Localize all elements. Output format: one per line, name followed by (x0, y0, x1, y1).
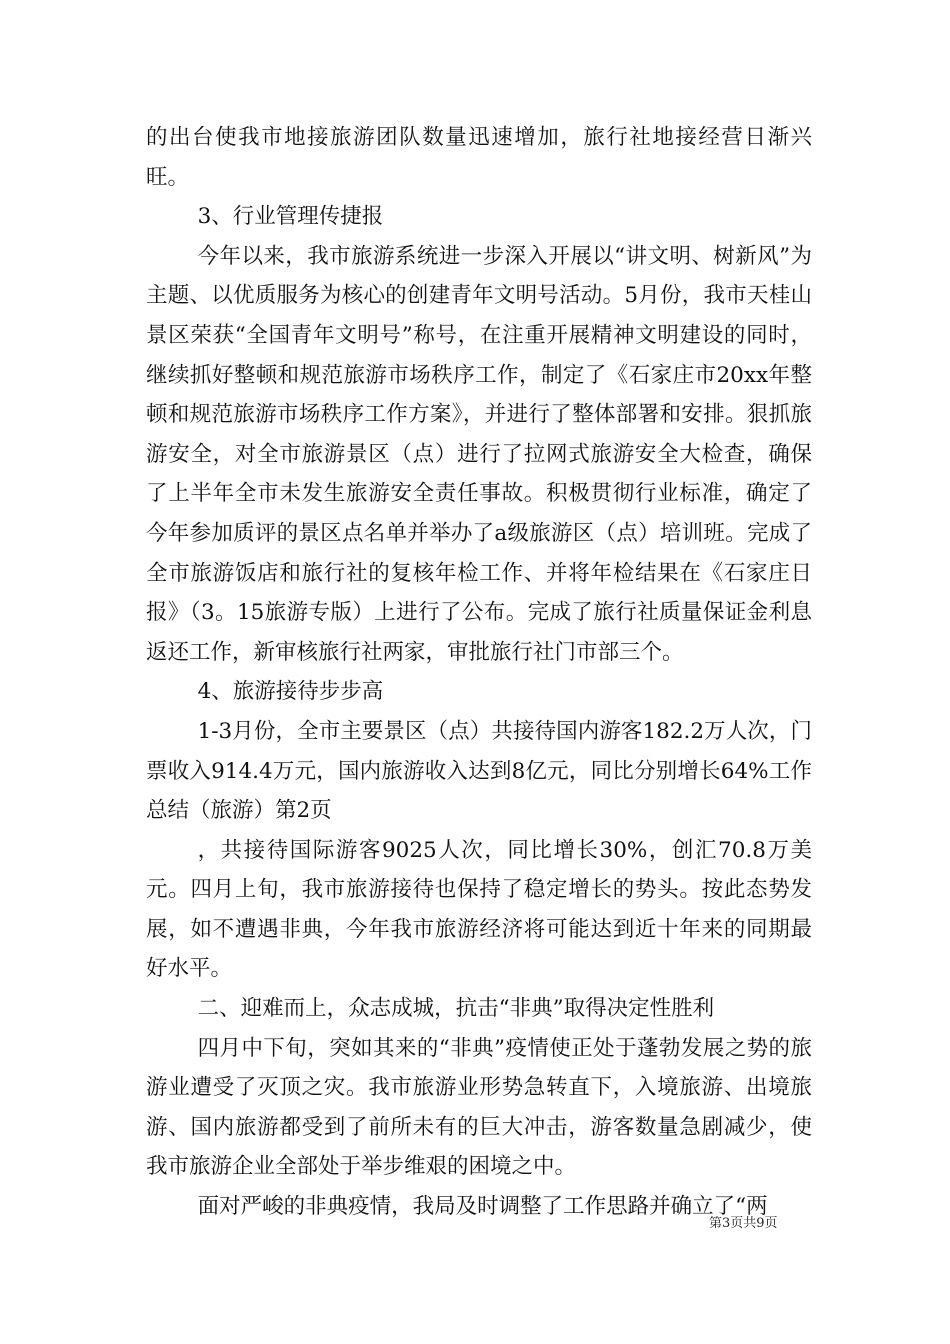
body-paragraph-domestic-stats: 1-3月份，全市主要景区（点）共接待国内游客182.2万人次，门票收入914.4万元，国内旅游收入达到8亿元，同比分别增长64%工作总结（旅游）第2页 (146, 718, 812, 824)
page-indicator: 第3页共9页 (709, 1216, 778, 1231)
body-paragraph-response: 面对严峻的非典疫情，我局及时调整了工作思路并确立了“两 (197, 1194, 768, 1220)
section-heading-tourism-reception: 4、旅游接待步步高 (197, 679, 384, 705)
document-body (146, 118, 812, 1227)
section-heading-industry-management: 3、行业管理传捷报 (197, 204, 384, 230)
body-paragraph-sars-impact: 四月中下旬，突如其来的“非典”疫情使正处于蓬勃发展之势的旅游业遭受了灭顶之灾。我市旅游业形势急转直下，入境旅游、出境旅游、国内旅游都受到了前所未有的巨大冲击，游客数量急剧减少，使我市旅游企业全部处于举步维艰的困境之中。 (146, 1035, 812, 1180)
body-paragraph-continuation: 的出台使我市地接旅游团队数量迅速增加，旅行社地接经营日渐兴旺。 (146, 125, 812, 190)
body-paragraph-international-stats: ，共接待国际游客9025人次，同比增长30%，创汇70.8万美元。四月上旬，我市旅游接待也保持了稳定增长的势头。按此态势发展，如不遭遇非典，今年我市旅游经济将可能达到近十年来的同期最好水平。 (146, 837, 812, 982)
section-heading-sars-fight: 二、迎难而上，众志成城，抗击“非典”取得决定性胜利 (197, 996, 715, 1022)
body-paragraph-industry-management: 今年以来，我市旅游系统进一步深入开展以“讲文明、树新风”为主题、以优质服务为核心的创建青年文明号活动。5月份，我市天桂山景区荣获“全国青年文明号”称号，在注重开展精神文明建设的同时，继续抓好整顿和规范旅游市场秩序工作，制定了《石家庄市20xx年整顿和规范旅游市场秩序工作方案》，并进行了整体部署和安排。狠抓旅游安全，对全市旅游景区（点）进行了拉网式旅游安全大检查，确保了上半年全市未发生旅游安全责任事故。积极贯彻行业标准，确定了今年参加质评的景区点名单并举办了a级旅游区（点）培训班。完成了全市旅游饭店和旅行社的复核年检工作、并将年检结果在《石家庄日报》（3。15旅游专版）上进行了公布。完成了旅行社质量保证金利息返还工作，新审核旅行社两家，审批旅行社门市部三个。 (146, 243, 812, 665)
